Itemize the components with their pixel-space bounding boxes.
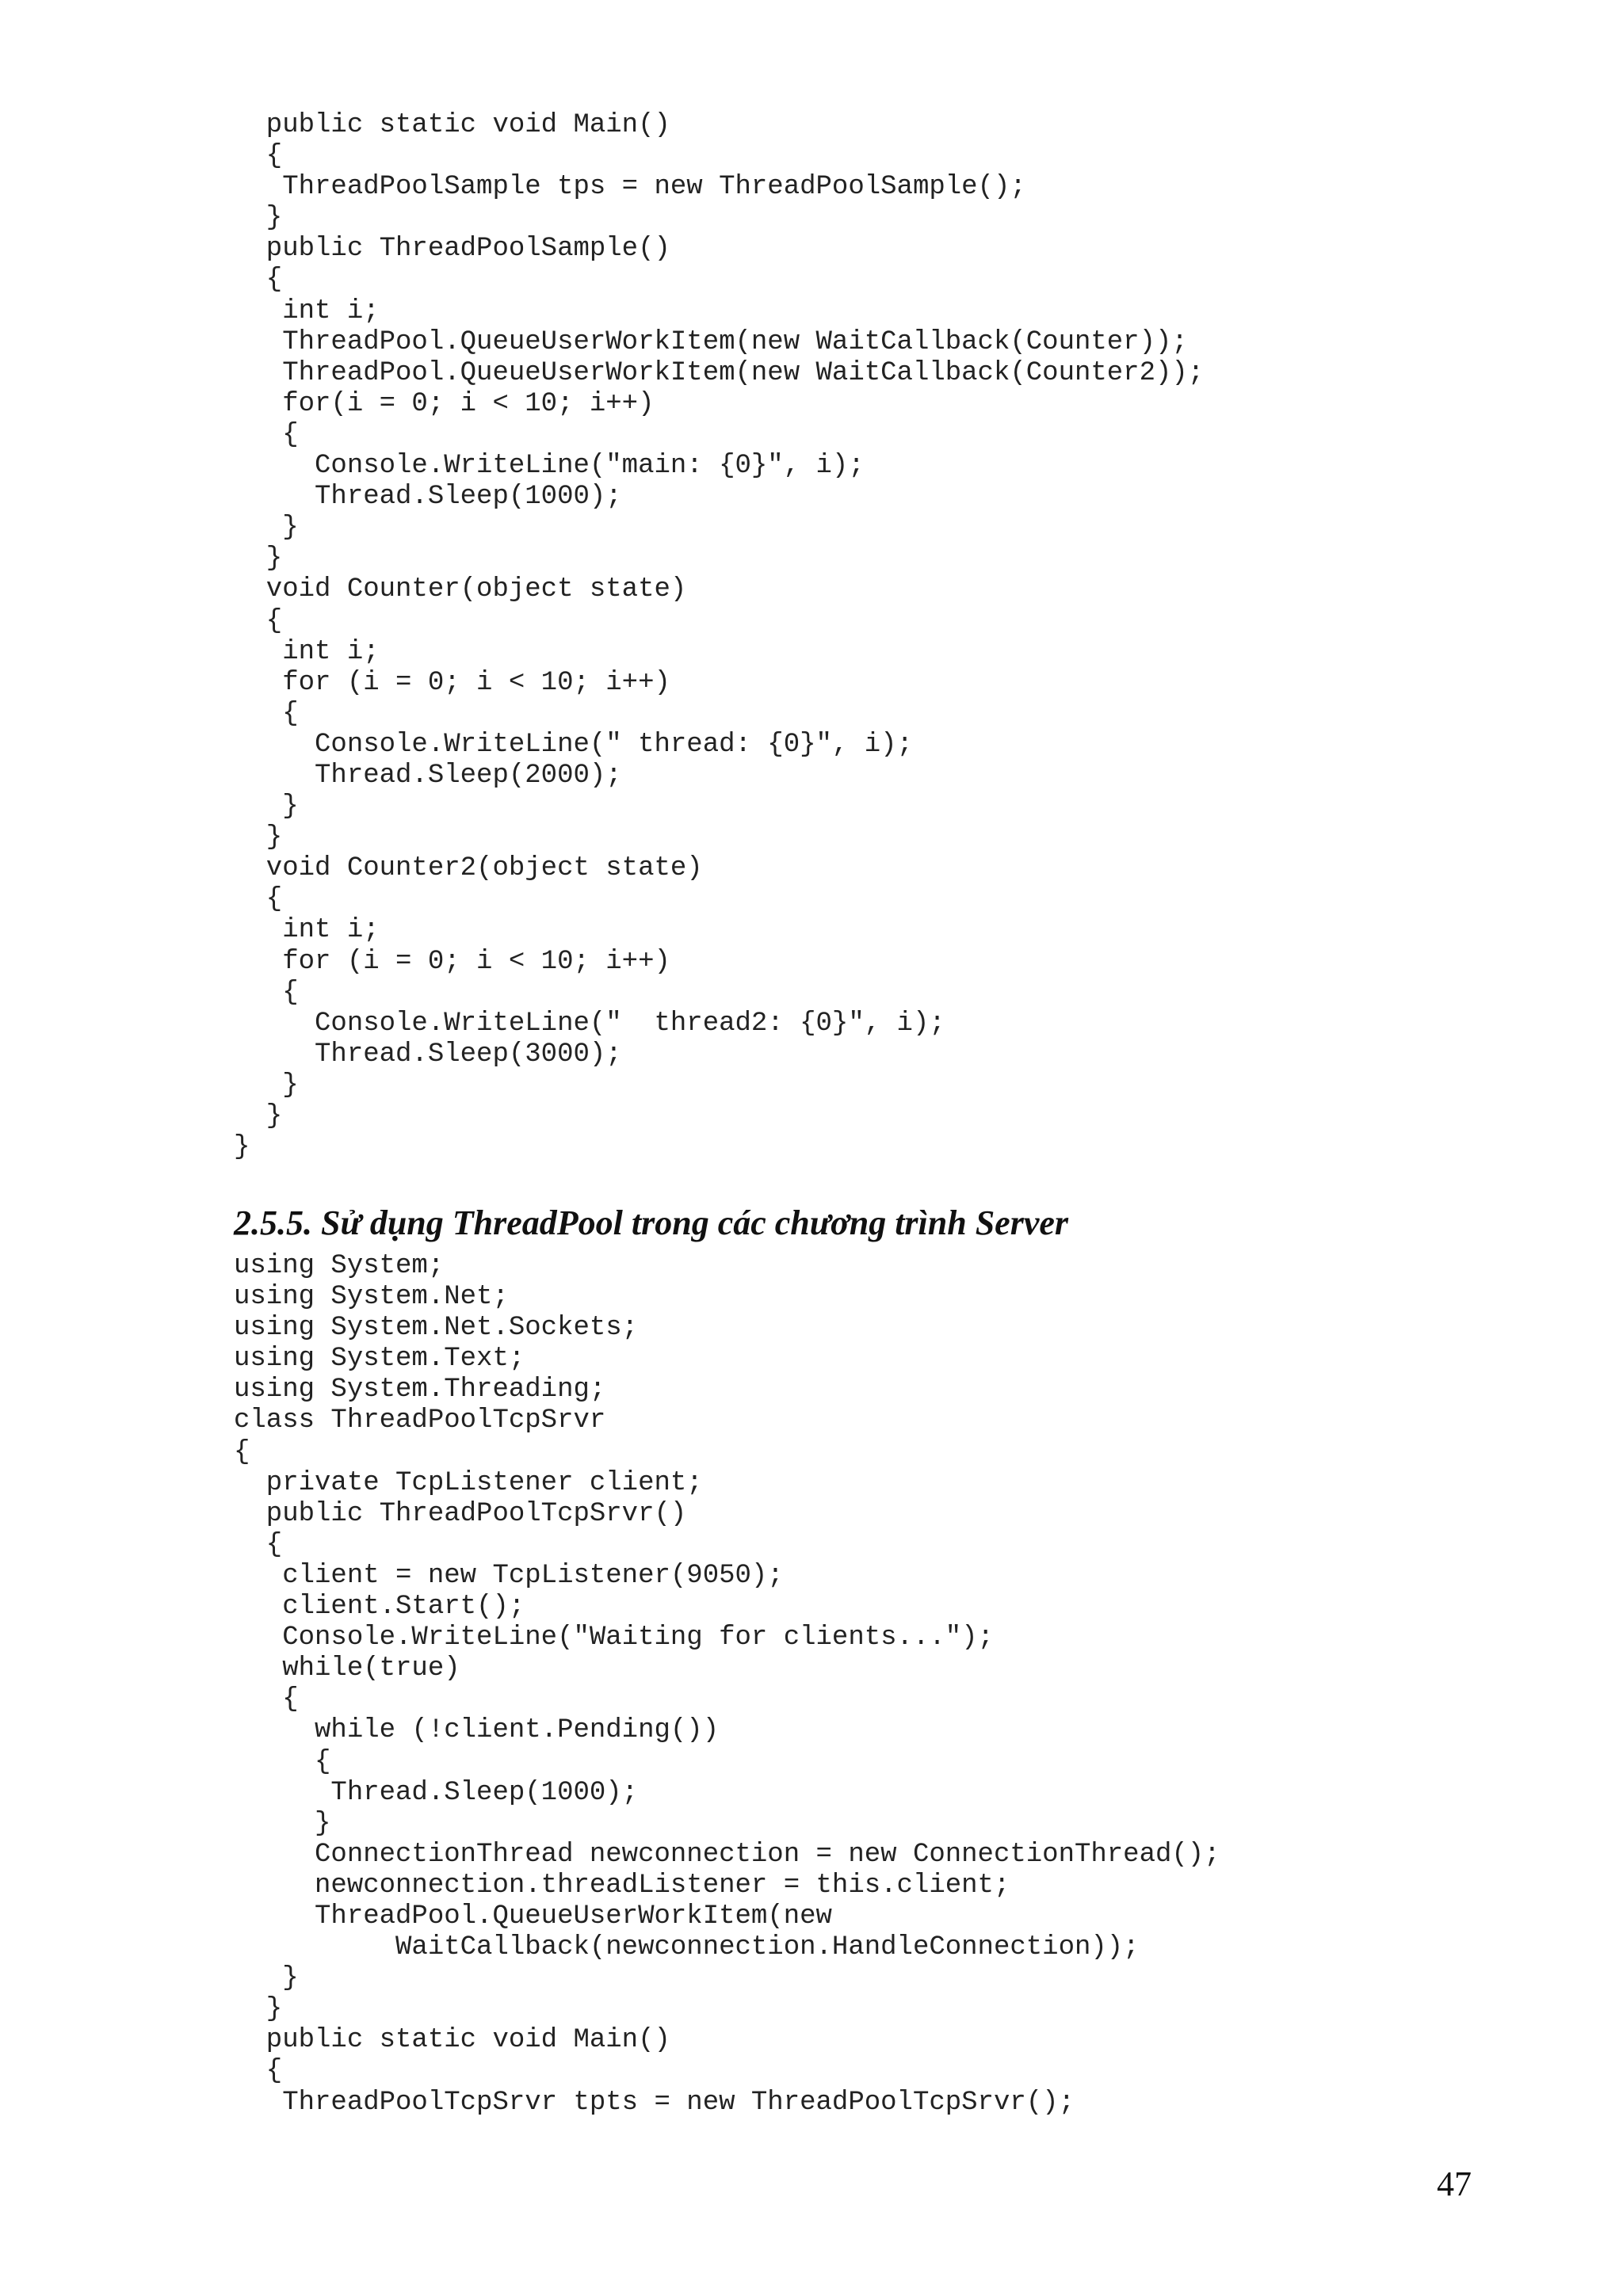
section-heading: 2.5.5. Sử dụng ThreadPool trong các chương trình Server xyxy=(234,1203,1069,1242)
code-listing-threadpool-tcp-server: using System; using System.Net; using System.Net.Sockets; using System.Text; using System.Threading; class ThreadPoolTcpSrvr { private TcpListener client; public ThreadPoolTcpSrvr() { client = new TcpListener(9050); client.Start(); Console.WriteLine("Waiting for clients..."); while(true) { while (!client.Pending()) { Thread.Sleep(1000); } ConnectionThread newconnection = new ConnectionThread(); newconnection.threadListener = this.client; ThreadPool.QueueUserWorkItem(new WaitCallback(newconnection.HandleConnection)); } } public static void Main() { ThreadPoolTcpSrvr tpts = new ThreadPoolTcpSrvr(); xyxy=(234,1251,1220,2118)
page-number: 47 xyxy=(1437,2164,1472,2203)
code-listing-threadpool-sample: public static void Main() { ThreadPoolSample tps = new ThreadPoolSample(); } public ThreadPoolSample() { int i; ThreadPool.QueueUserWorkItem(new WaitCallback(Counter)); ThreadPool.QueueUserWorkItem(new WaitCallback(Counter2)); for(i = 0; i < 10; i++) { Console.WriteLine("main: {0}", i); Thread.Sleep(1000); } } void Counter(object state) { int i; for (i = 0; i < 10; i++) { Console.WriteLine(" thread: {0}", i); Thread.Sleep(2000); } } void Counter2(object state) { int i; for (i = 0; i < 10; i++) { Console.WriteLine(" thread2: {0}", i); Thread.Sleep(3000); } } } xyxy=(234,110,1205,1163)
